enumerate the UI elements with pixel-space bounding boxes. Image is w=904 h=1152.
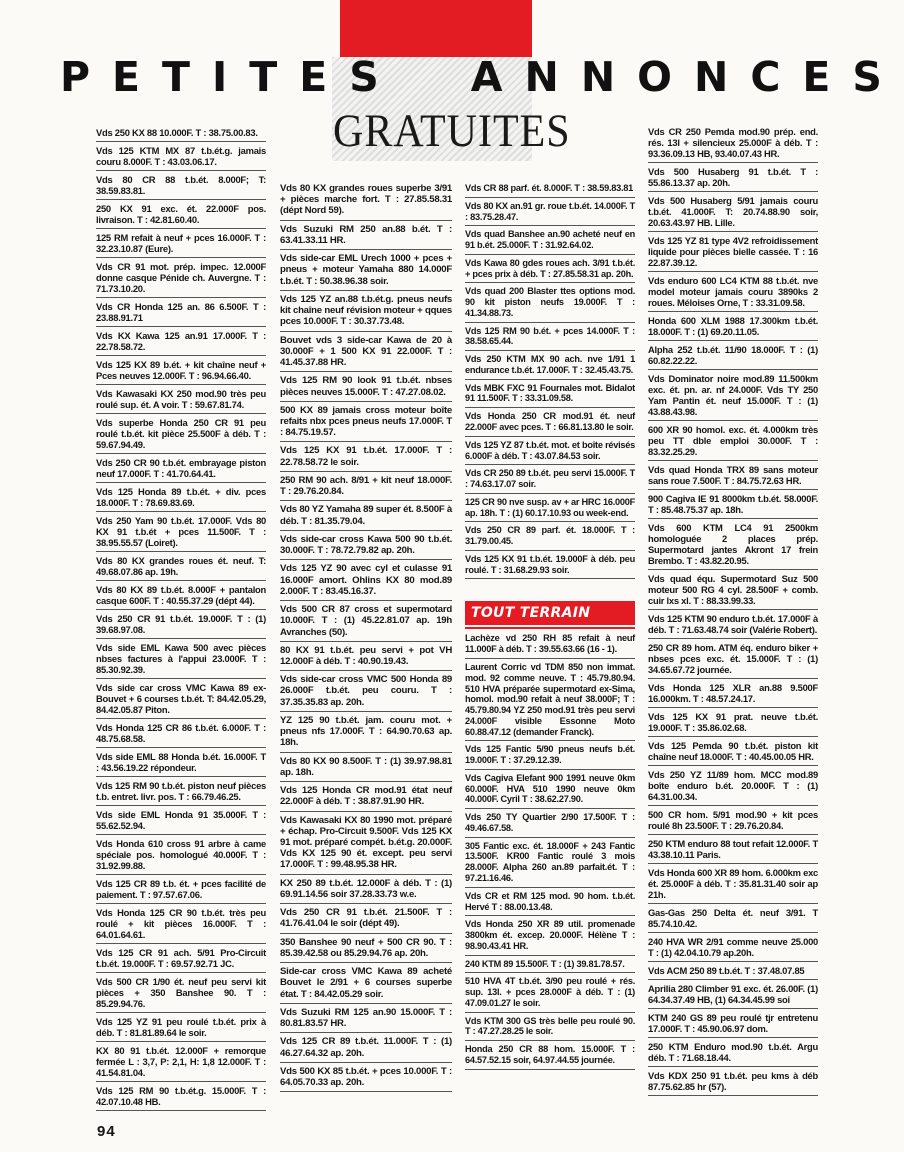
classified-ad: Vds 125 YZ 91 peu roulé t.b.ét. prix à déb. T : 81.81.89.64 le soir.	[96, 1013, 266, 1042]
page-title	[60, 53, 904, 108]
classified-ad: 305 Fantic exc. ét. 18.000F + 243 Fantic 13.500F. KR00 Fantic roulé 3 mois 28.000F. Alpha 260 an.89 parfait.ét. T : 97.21.16.46.	[465, 838, 635, 888]
classified-ad: Vds 125 Honda 89 t.b.ét. + div. pces 18.000F. T : 78.69.83.69.	[96, 483, 266, 512]
classified-ad: 125 CR 90 nve susp. av + ar HRC 16.000F ap. 18h. T : (1) 60.17.10.93 ou week-end.	[465, 494, 635, 523]
classified-ad: Vds 125 YZ an.88 t.b.ét.g. pneus neufs kit chaîne neuf révision moteur + qques pces 10.000F. T : 30.37.73.48.	[280, 291, 452, 332]
classified-ad: Vds 250 Yam 90 t.b.ét. 17.000F. Vds 80 KX 91 t.b.ét + pces 11.500F. T : 38.95.55.57 (Loiret).	[96, 512, 266, 552]
classified-ad: Vds Kawasaki KX 250 mod.90 très peu roulé sup. ét. A voir. T : 59.67.81.74.	[96, 385, 266, 414]
title-word-petites: PETITES	[60, 53, 401, 101]
classified-ad: Vds 80 KX 89 t.b.ét. 8.000F + pantalon casque 600F. T : 40.55.37.29 (dépt 44).	[96, 581, 266, 610]
classified-ad: Vds 80 KX an.91 gr. roue t.b.ét. 14.000F. T : 83.75.28.47.	[465, 198, 635, 227]
classified-ad: Vds 125 CR 89 t.b. ét. + pces facilité de paiement. T : 97.57.67.06.	[96, 875, 266, 904]
classified-ad: Vds quad 200 Blaster ttes options mod. 90 kit piston neufs 19.000F. T : 41.34.88.73.	[465, 283, 635, 322]
classified-ad: 600 XR 90 homol. exc. ét. 4.000km très peu TT dble emploi 30.000F. T : 83.32.25.29.	[648, 421, 818, 461]
classified-ad: KTM 240 GS 89 peu roulé tjr entretenu 17.000F. T : 45.90.06.97 dom.	[648, 1009, 818, 1038]
classified-ad: Vds Suzuki RM 250 an.88 b.ét. T : 63.41.33.11 HR.	[280, 221, 452, 250]
classified-ad: Vds 125 KX 91 prat. neuve t.b.ét. 19.000F. T : 35.86.02.68.	[648, 708, 818, 737]
classified-ad: 500 KX 89 jamais cross moteur boîte refaits nbx pces pneus neufs 17.000F. T : 84.75.19.57.	[280, 402, 452, 443]
classified-ad: Vds side EML Honda 91 35.000F. T : 55.62.52.94.	[96, 806, 266, 835]
classified-ad: Vds Suzuki RM 125 an.90 15.000F. T : 80.81.83.57 HR.	[280, 1004, 452, 1033]
classified-ad: Vds CR 88 parf. ét. 8.000F. T : 38.59.83.81	[465, 183, 635, 198]
classified-ad: Vds 80 YZ Yamaha 89 super ét. 8.500F à déb. T : 81.35.79.04.	[280, 501, 452, 530]
classified-ad: Bouvet vds 3 side-car Kawa de 20 à 30.000F + 1 500 KX 91 22.000F. T : 41.45.37.88 HR.	[280, 332, 452, 373]
classified-ad: Vds 250 KX 88 10.000F. T : 38.75.00.83.	[96, 127, 266, 142]
classified-ad: Vds 250 CR 91 t.b.ét. 19.000F. T : (1) 39.68.97.08.	[96, 610, 266, 639]
ads-column-1	[96, 127, 266, 1111]
classified-ad: Lachèze vd 250 RH 85 refait à neuf 11.000F à déb. T : 39.55.63.66 (16 - 1).	[465, 633, 635, 659]
classified-ad: Vds ACM 250 89 t.b.ét. T : 37.48.07.85	[648, 962, 818, 980]
classified-ad: Vds 125 YZ 81 type 4V2 refroidissement liquide pour pièces bielle cassée. T : 16 22.87.39.12.	[648, 232, 818, 272]
classified-ad: 250 CR 89 hom. ATM éq. enduro biker + nbses pces exc. ét. 15.000F. T : (1) 34.65.67.72 journée.	[648, 639, 818, 679]
ads-column-3-bottom	[465, 633, 635, 1069]
classified-ad: Vds 500 KX 85 t.b.ét. + pces 10.000F. T : 64.05.70.33 ap. 20h.	[280, 1063, 452, 1092]
classified-ad: Vds 250 TY Quartier 2/90 17.500F. T : 49.46.67.58.	[465, 809, 635, 838]
header-red-block	[340, 0, 532, 57]
classified-ad: Vds side EML 88 Honda b.ét. 16.000F. T : 43.56.19.22 répondeur.	[96, 748, 266, 777]
classified-ad: KX 80 91 t.b.ét. 12.000F + remorque fermée L : 3,7, P: 2,1, H: 1,8 12.000F. T : 41.54.81.04.	[96, 1042, 266, 1082]
classified-ad: Vds side car cross VMC Kawa 89 ex-Bouvet + 6 courses t.b.ét. T: 84.42.05.29, 84.42.05.87 Piton.	[96, 679, 266, 719]
classified-ad: Vds 250 CR 90 t.b.ét. embrayage piston neuf 17.000F. T : 41.70.64.41.	[96, 454, 266, 483]
classified-ad: Vds enduro 600 LC4 KTM 88 t.b.ét. nve model moteur jamais couru 3890ks 2 roues. Méloises Orne, T : 33.31.09.58.	[648, 272, 818, 312]
classified-ad: Vds 250 CR 89 parf. ét. 18.000F. T : 31.79.00.45.	[465, 522, 635, 551]
classified-ad: Side-car cross VMC Kawa 89 acheté Bouvet le 2/91 + 6 courses superbe état. T : 84.42.05.29 soir.	[280, 963, 452, 1004]
classified-ad: Vds side-car EML Urech 1000 + pces + pneus + moteur Yamaha 880 14.000F t.b.ét. T : 50.38.96.38 soir.	[280, 250, 452, 291]
classified-ad: Vds Honda 600 XR 89 hom. 6.000km exc ét. 25.000F à déb. T : 35.81.31.40 soir ap 21h.	[648, 864, 818, 904]
ads-column-3-top	[465, 183, 635, 579]
classified-ad: Vds 125 CR 91 ach. 5/91 Pro-Circuit t.b.ét. 19.000F. T : 69.57.92.71 JC.	[96, 944, 266, 973]
classified-ad: Vds side EML Kawa 500 avec pièces nbses factures à l'appui 23.000F. T : 85.30.92.39.	[96, 639, 266, 679]
classified-ad: Vds 600 KTM LC4 91 2500km homologuée 2 places prép. Supermotard jantes Akront 17 frein Brembo. T : 43.82.20.95.	[648, 519, 818, 570]
classified-ad: 240 KTM 89 15.500F. T : (1) 39.81.78.57.	[465, 956, 635, 974]
classified-ad: Vds KTM 300 GS très belle peu roulé 90. T : 47.27.28.25 le soir.	[465, 1013, 635, 1042]
classified-ad: 240 HVA WR 2/91 comme neuve 25.000 T : (1) 42.04.10.79 ap.20h.	[648, 933, 818, 962]
classified-ad: Vds 125 Honda CR mod.91 état neuf 22.000F à déb. T : 38.87.91.90 HR.	[280, 782, 452, 811]
classified-ad: Vds 80 KX grandes roues ét. neuf. T: 49.68.07.86 ap. 19h.	[96, 552, 266, 581]
classified-ad: Vds 500 Husaberg 91 t.b.ét. T : 55.86.13.37 ap. 20h.	[648, 163, 818, 192]
classified-ad: Vds quad équ. Supermotard Suz 500 moteur 500 RG 4 cyl. 28.500F + comb. cuir lxs xl. T : 88.33.99.33.	[648, 570, 818, 610]
classified-ad: Vds Honda 125 CR 86 t.b.ét. 6.000F. T : 48.75.68.58.	[96, 719, 266, 748]
ads-column-4	[648, 126, 818, 1096]
classified-ad: Vds 250 CR 91 t.b.ét. 21.500F. T : 41.76.41.04 le soir (dépt 49).	[280, 904, 452, 933]
classified-ad: Vds Kawa 80 gdes roues ach. 3/91 t.b.ét. + pces prix à déb. T : 27.85.58.31 ap. 20h.	[465, 255, 635, 284]
classified-ad: Vds 80 KX grandes roues superbe 3/91 + pièces marche fort. T : 27.85.58.31 (dépt Nord 59).	[280, 183, 452, 221]
classified-ad: Alpha 252 t.b.ét. 11/90 18.000F. T : (1) 60.82.22.22.	[648, 341, 818, 370]
classified-ad: Vds KX Kawa 125 an.91 17.000F. T : 22.78.58.72.	[96, 327, 266, 356]
classified-ad: 350 Banshee 90 neuf + 500 CR 90. T : 85.39.42.58 ou 85.29.94.76 ap. 20h.	[280, 934, 452, 963]
classified-ad: Vds CR 250 89 t.b.ét. peu servi 15.000F. T : 74.63.17.07 soir.	[465, 465, 635, 494]
classified-ad: 900 Cagiva IE 91 8000km t.b.ét. 58.000F. T : 85.48.75.37 ap. 18h.	[648, 490, 818, 519]
classified-ad: Vds CR 250 Pemda mod.90 prép. end. rés. 13l + silencieux 25.000F à déb. T : 93.36.09.13 HB, 93.40.07.43 HR.	[648, 126, 818, 163]
ads-column-3	[465, 183, 635, 1070]
classified-ad: Vds 500 Husaberg 5/91 jamais couru t.b.ét. 41.000F. T: 20.74.88.90 soir, 20.63.43.97 HB. Lille.	[648, 192, 818, 232]
classified-ad: Vds 125 KX 89 b.ét. + kit chaîne neuf + Pces neuves 12.000F. T : 96.94.66.40.	[96, 356, 266, 385]
classified-ad: Vds 80 CR 88 t.b.ét. 8.000F; T: 38.59.83.81.	[96, 171, 266, 200]
classified-ad: 250 RM 90 ach. 8/91 + kit neuf 18.000F. T : 29.76.20.84.	[280, 472, 452, 501]
classified-ad: Vds 250 YZ 11/89 hom. MCC mod.89 boîte enduro b.ét. 20.000F. T : (1) 64.31.00.34.	[648, 766, 818, 806]
classified-ad: Honda 600 XLM 1988 17.300km t.b.ét. 18.000F. T : (1) 69.20.11.05.	[648, 312, 818, 341]
classified-ad: Vds quad Banshee an.90 acheté neuf en 91 b.ét. 25.000F. T : 31.92.64.02.	[465, 226, 635, 255]
classified-ad: Vds Honda 250 XR 89 util. promenade 3800km ét. excep. 20.000F. Hélène T : 98.90.43.41 HR.	[465, 916, 635, 955]
classified-ad: Vds 80 KX 90 8.500F. T : (1) 39.97.98.81 ap. 18h.	[280, 753, 452, 782]
classified-ad: Vds 125 KX 91 t.b.ét. 19.000F à déb. peu roulé. T : 31.68.29.93 soir.	[465, 551, 635, 580]
page-subtitle: GRATUITES	[333, 105, 571, 158]
classified-ad: Vds superbe Honda 250 CR 91 peu roulé t.b.ét. kit pièce 25.500F à déb. T : 59.67.94.49.	[96, 414, 266, 454]
classified-ad: Vds 125 CR 89 t.b.ét. 11.000F. T : (1) 46.27.64.32 ap. 20h.	[280, 1033, 452, 1062]
classified-ad: Vds 500 CR 87 cross et supermotard 10.000F. T : (1) 45.22.81.07 ap. 19h Avranches (50).	[280, 601, 452, 642]
classified-ad: Vds 125 KTM 90 enduro t.b.ét. 17.000F à déb. T : 71.63.48.74 soir (Valérie Robert).	[648, 610, 818, 639]
classified-ad: Vds side-car cross Kawa 500 90 t.b.ét. 30.000F. T : 78.72.79.82 ap. 20h.	[280, 531, 452, 560]
classified-ad: Vds Honda 125 XLR an.88 9.500F 16.000km. T : 48.57.24.17.	[648, 679, 818, 708]
classified-ad: 250 KTM Enduro mod.90 t.b.ét. Argu déb. T : 71.68.18.44.	[648, 1038, 818, 1067]
classified-ad: Vds CR 91 mot. prép. impec. 12.000F donne casque Pénide ch. Auvergne. T : 71.73.10.20.	[96, 258, 266, 298]
ads-column-2	[280, 183, 452, 1092]
classified-ad: Vds 125 RM 90 b.ét. + pces 14.000F. T : 38.58.65.44.	[465, 323, 635, 352]
classified-ad: 250 KX 91 exc. ét. 22.000F pos. livraison. T : 42.81.60.40.	[96, 200, 266, 229]
classified-ad: Vds CR Honda 125 an. 86 6.500F. T : 23.88.91.71	[96, 298, 266, 327]
classified-ad: Vds 125 RM 90 t.b.ét. piston neuf pièces t.b. entret. livr. pos. T : 66.79.46.25.	[96, 777, 266, 806]
classified-ad: Vds quad Honda TRX 89 sans moteur sans roue 7.500F. T : 84.75.72.63 HR.	[648, 461, 818, 490]
classified-ad: Vds 250 KTM MX 90 ach. nve 1/91 1 endurance t.b.ét. 17.000F. T : 32.45.43.75.	[465, 351, 635, 380]
classified-ad: Gas-Gas 250 Delta ét. neuf 3/91. T 85.74.10.42.	[648, 904, 818, 933]
classified-ad: 250 KTM enduro 88 tout refait 12.000F. T 43.38.10.11 Paris.	[648, 835, 818, 864]
classified-ad: Vds 125 YZ 87 t.b.ét. mot. et boîte révisés 6.000F à déb. T : 43.07.84.53 soir.	[465, 437, 635, 466]
classified-ad: Vds 125 RM 90 t.b.ét.g. 15.000F. T : 42.07.10.48 HB.	[96, 1082, 266, 1111]
classified-ad: Vds Honda 610 cross 91 arbre à came spéciale pos. homologué 40.000F. T : 31.92.99.88.	[96, 835, 266, 875]
classified-ad: 125 RM refait à neuf + pces 16.000F. T : 32.23.10.87 (Eure).	[96, 229, 266, 258]
classified-ad: Vds 125 RM 90 look 91 t.b.ét. nbses pièces neuves 15.000F. T : 47.27.08.02.	[280, 372, 452, 401]
classified-ad: Vds 125 Pemda 90 t.b.ét. piston kit chaîne neuf 18.000F. T : 40.45.00.05 HR.	[648, 737, 818, 766]
classified-ad: Vds MBK FXC 91 Fournales mot. Bidalot 91 11.500F. T : 33.31.09.58.	[465, 380, 635, 409]
classified-ad: Vds 125 KX 91 t.b.ét. 17.000F. T : 22.78.58.72 le soir.	[280, 442, 452, 471]
classified-ad: Vds Cagiva Elefant 900 1991 neuve 0km 60.000F. HVA 510 1990 neuve 0km 40.000F. Cyril T : 38.62.27.90.	[465, 770, 635, 809]
section-heading-tout-terrain: TOUT TERRAIN	[465, 601, 635, 625]
classified-ad: Laurent Corric vd TDM 850 non immat. mod. 92 comme neuve. T : 45.79.80.94. 510 HVA préparée supermotard ex-Sima, homol. mod.90 refait à neuf 38.000F; T : 45.79.80.94 YZ 250 mod.91 très peu servi 24.000F visible Essonne Moto 60.88.47.12 (demander Franck).	[465, 659, 635, 741]
classified-ad: Vds Honda 125 CR 90 t.b.ét. très peu roulé + kit pièces 16.000F. T : 64.01.64.61.	[96, 904, 266, 944]
classified-ad: Vds 125 Fantic 5/90 pneus neufs b.ét. 19.000F. T : 37.29.12.39.	[465, 741, 635, 770]
classified-ad: Vds Dominator noire mod.89 11.500km exc. ét. pn. ar. nf 24.000F. Vds TY 250 Yam Pantin ét. neuf 15.000F. T : (1) 43.88.43.98.	[648, 370, 818, 421]
classified-ad: Vds Honda 250 CR mod.91 ét. neuf 22.000F avec pces. T : 66.81.13.80 le soir.	[465, 408, 635, 437]
classified-ad: Vds KDX 250 91 t.b.ét. peu kms à déb 87.75.62.85 hr (57).	[648, 1067, 818, 1096]
classified-ad: Vds 125 YZ 90 avec cyl et culasse 91 16.000F amort. Ohlins KX 80 mod.89 2.000F. T : 83.45.16.37.	[280, 560, 452, 601]
classified-ad: KX 250 89 t.b.ét. 12.000F à déb. T : (1) 69.91.14.56 soir 37.28.33.73 w.e.	[280, 875, 452, 904]
page-number: 94	[97, 1123, 116, 1140]
classified-ad: YZ 125 90 t.b.ét. jam. couru mot. + pneus nfs 17.000F. T : 64.90.70.63 ap. 18h.	[280, 712, 452, 753]
classified-ad: Honda 250 CR 88 hom. 15.000F. T : 64.57.52.15 soir, 64.97.44.55 journée.	[465, 1041, 635, 1070]
classified-ad: Vds 500 CR 1/90 ét. neuf peu servi kit pièces + 350 Banshee 90. T : 85.29.94.76.	[96, 973, 266, 1013]
classified-ad: Vds CR et RM 125 mod. 90 hom. t.b.ét. Hervé T : 88.00.13.48.	[465, 888, 635, 917]
classified-ad: Aprilia 280 Climber 91 exc. ét. 26.00F. (1) 64.34.37.49 HB, (1) 64.34.45.99 soi	[648, 980, 818, 1009]
classified-ad: Vds 125 KTM MX 87 t.b.ét.g. jamais couru 8.000F. T : 43.03.06.17.	[96, 142, 266, 171]
title-word-annonces: ANNONCES	[470, 53, 904, 101]
classified-ad: 510 HVA 4T t.b.ét. 3/90 peu roulé + rés. sup. 13l. + pces 28.000F à déb. T : (1) 47.09.01.27 le soir.	[465, 973, 635, 1012]
classified-ad: 500 CR hom. 5/91 mod.90 + kit pces roulé 8h 23.500F. T : 29.76.20.84.	[648, 806, 818, 835]
classified-ad: Vds Kawasaki KX 80 1990 mot. préparé + échap. Pro-Circuit 9.500F. Vds 125 KX 91 mot. préparé compét. b.ét.g. 20.000F. Vds KX 125 90 ét. except. peu servi 17.000F. T : 99.48.95.38 HR.	[280, 812, 452, 875]
classified-ad: 80 KX 91 t.b.ét. peu servi + pot VH 12.000F à déb. T : 40.90.19.43.	[280, 642, 452, 671]
classified-ad: Vds side-car cross VMC 500 Honda 89 26.000F t.b.ét. peu couru. T : 37.35.35.83 ap. 20h.	[280, 671, 452, 712]
